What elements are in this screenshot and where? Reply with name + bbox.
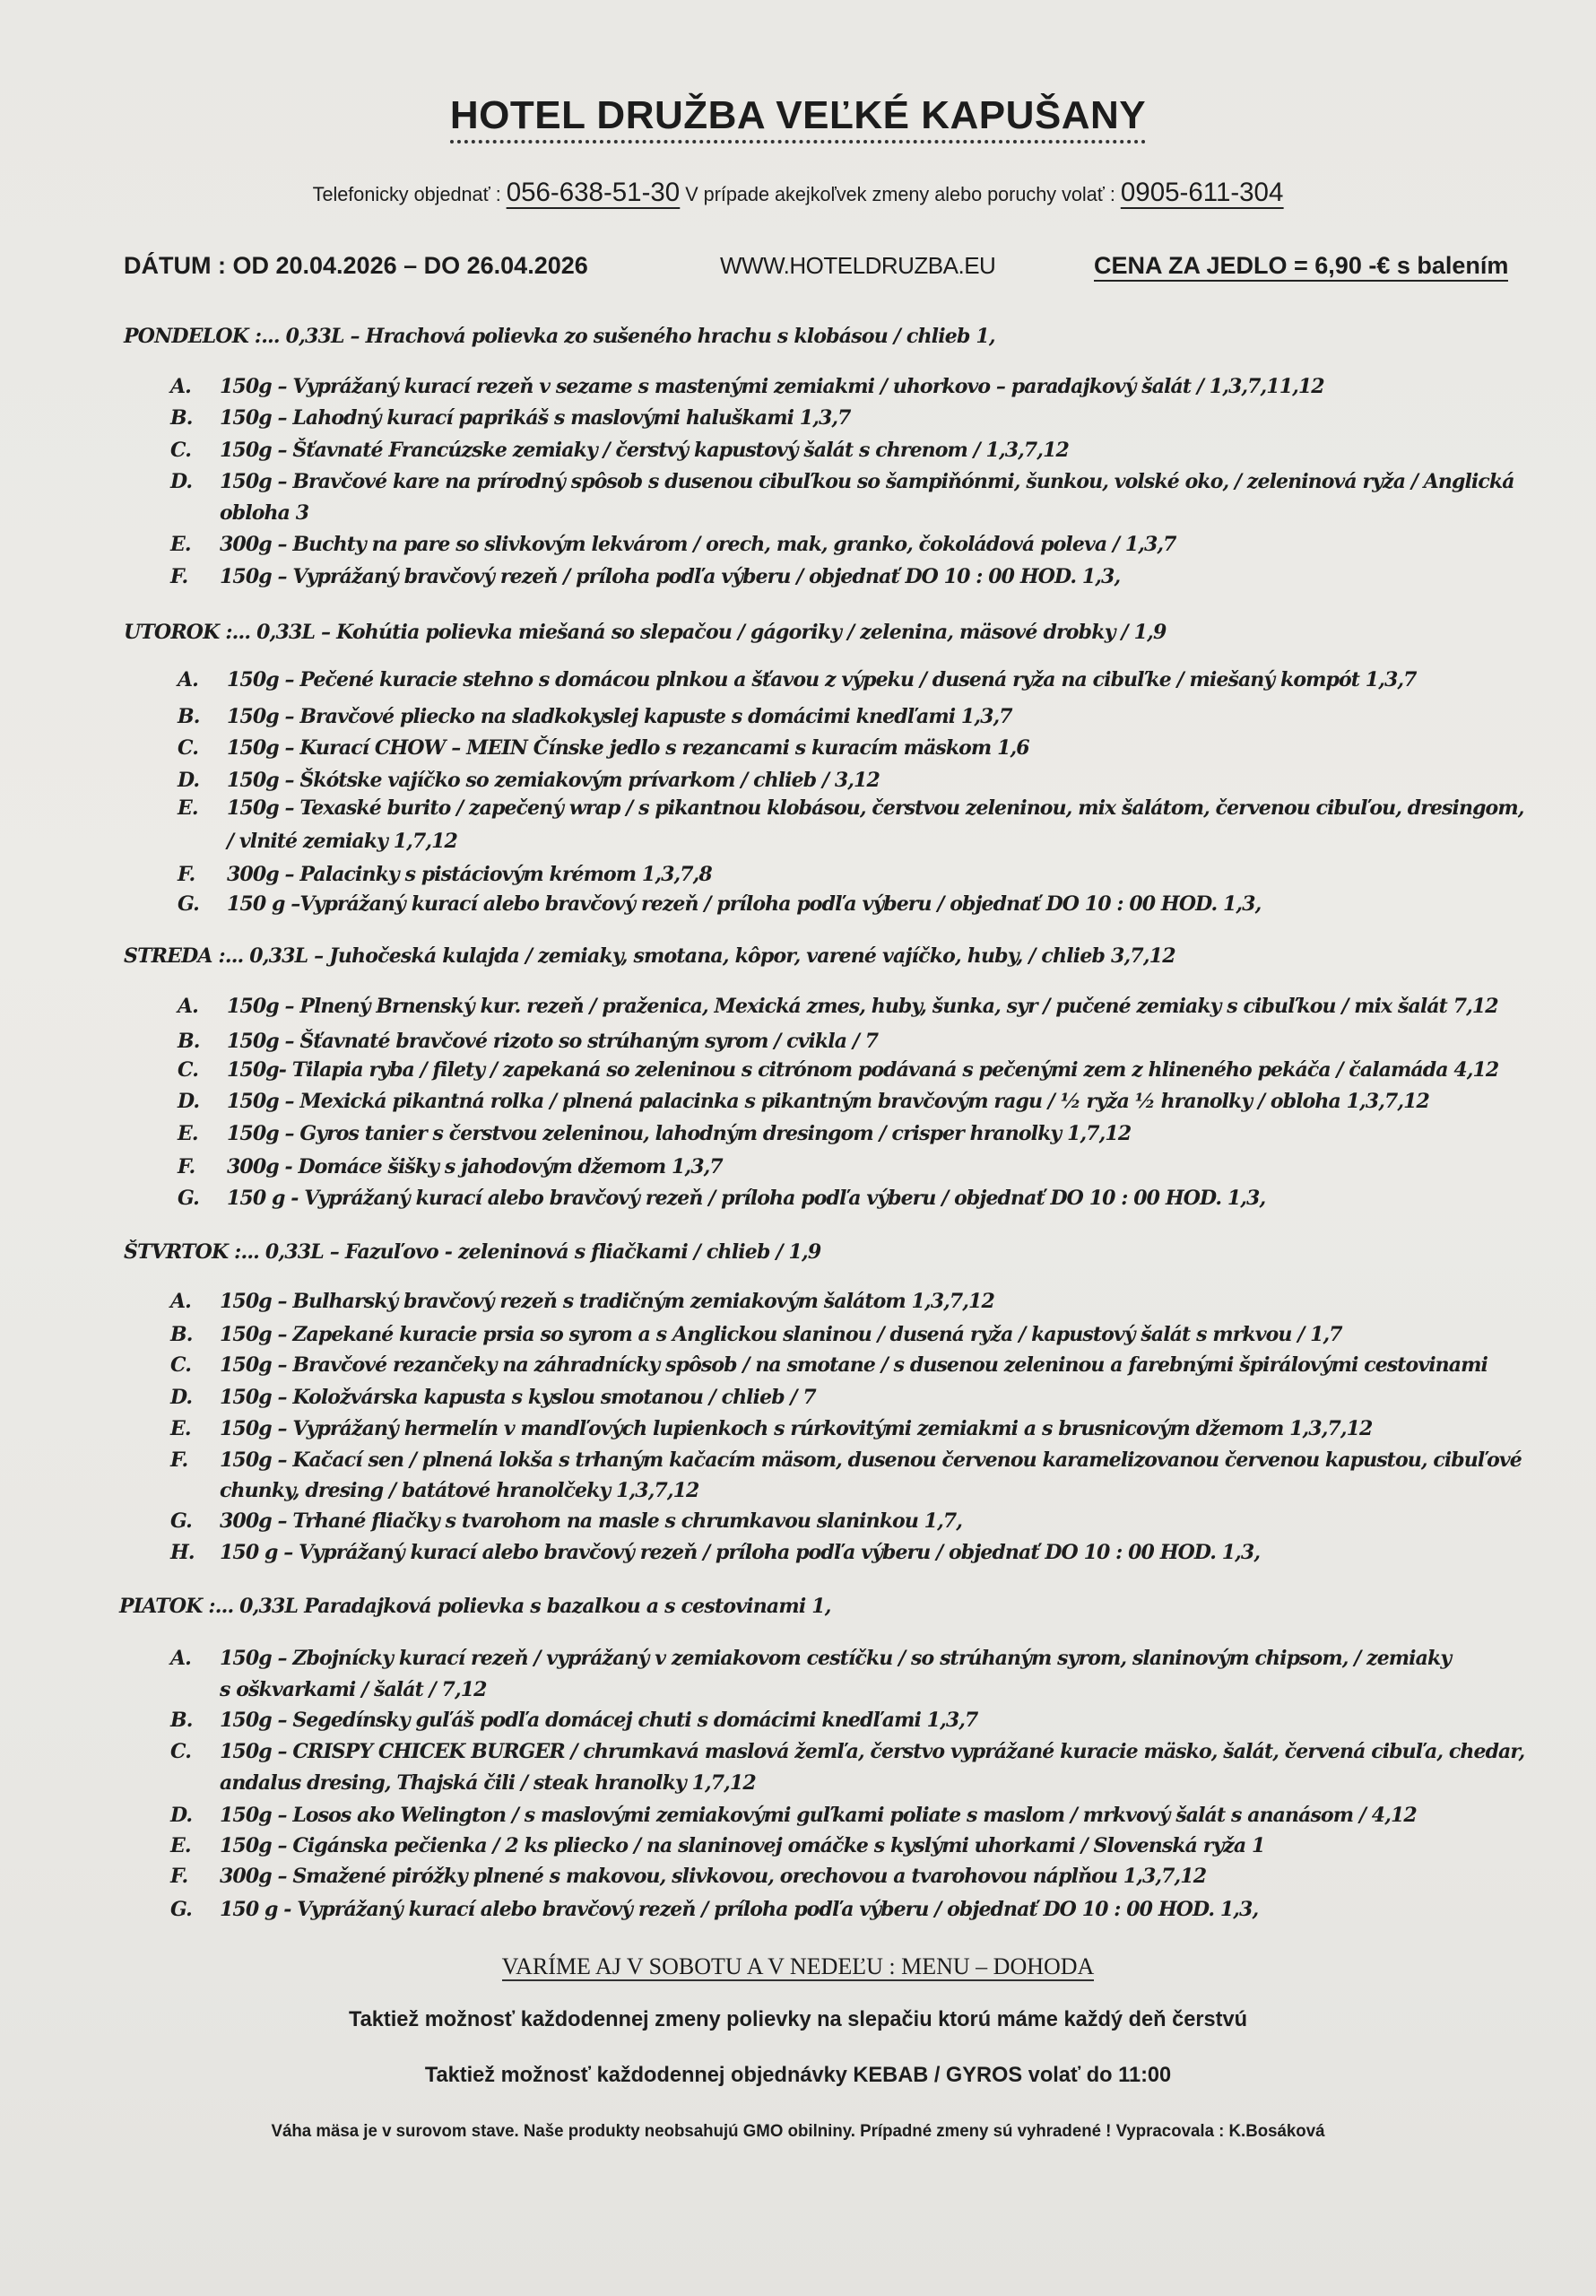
item-letter: D. bbox=[170, 1386, 193, 1409]
change-number: 0905-611-304 bbox=[1120, 178, 1284, 207]
item-text: 150g – Koložvárska kapusta s kyslou smotanou / chlieb / 7 bbox=[220, 1386, 816, 1409]
item-letter: C. bbox=[178, 736, 198, 760]
item-letter: B. bbox=[178, 705, 200, 728]
item-letter: G. bbox=[178, 1187, 199, 1210]
day-soup-monday: PONDELOK :... 0,33L – Hrachová polievka zo sušeného hrachu s klobásou / chlieb 1, bbox=[124, 325, 995, 348]
item-letter: G. bbox=[170, 1509, 192, 1533]
change-label: V prípade akejkoľvek zmeny alebo poruchy volať : bbox=[685, 183, 1115, 205]
item-text: 150g – Kačací sen / plnená lokša s trhaným kačacím mäsom, dusenou červenou karamelizovanou červenou kapustou, cibuľové bbox=[220, 1448, 1522, 1472]
item-letter: F. bbox=[170, 1865, 188, 1888]
item-text: 300g – Trhané fliačky s tvarohom na masle s chrumkavou slaninkou 1,7, bbox=[220, 1509, 963, 1533]
weekend-notice bbox=[0, 1953, 1596, 1980]
item-text: 150g – Bravčové kare na prírodný spôsob s dusenou cibuľkou so šampiňónmi, šunkou, volské oko, / zeleninová ryža / Anglická bbox=[220, 470, 1514, 493]
item-letter: G. bbox=[178, 892, 199, 916]
item-text: 300g – Palacinky s pistáciovým krémom 1,3,7,8 bbox=[227, 863, 712, 886]
item-letter: F. bbox=[170, 1448, 188, 1472]
item-letter: F. bbox=[178, 863, 195, 886]
item-letter: C. bbox=[170, 1740, 191, 1763]
item-text: 150g – Vyprážaný hermelín v mandľových lupienkoch s rúrkovitými zemiakmi a s brusnicovým džemom 1,3,7,12 bbox=[220, 1417, 1373, 1440]
item-text: 150 g - Vyprážaný kurací alebo bravčový rezeň / príloha podľa výberu / objednať DO 10 : 00 HOD. 1,3, bbox=[220, 1898, 1259, 1921]
item-text: 300g – Buchty na pare so slivkovým lekvárom / orech, mak, granko, čokoládová poleva / 1,3,7 bbox=[220, 533, 1176, 556]
item-text-continued: s oškvarkami / šalát / 7,12 bbox=[220, 1678, 487, 1701]
item-letter: H. bbox=[170, 1541, 195, 1564]
item-letter: C. bbox=[170, 439, 191, 462]
item-text: 150 g - Vyprážaný kurací alebo bravčový rezeň / príloha podľa výberu / objednať DO 10 : 00 HOD. 1,3, bbox=[227, 1187, 1266, 1210]
item-text: 150g – Plnený Brnenský kur. rezeň / praženica, Mexická zmes, huby, šunka, syr / pučené zemiaky s cibuľkou / mix šalát 7,12 bbox=[227, 995, 1498, 1018]
item-letter: D. bbox=[178, 769, 200, 792]
item-letter: A. bbox=[178, 668, 198, 691]
item-text-continued: / vlnité zemiaky 1,7,12 bbox=[227, 830, 457, 853]
item-letter: F. bbox=[170, 565, 188, 588]
soup-change-note: Taktiež možnosť každodennej zmeny polievky na slepačiu ktorú máme každý deň čerstvú bbox=[348, 2007, 1248, 2031]
item-letter: A. bbox=[170, 1290, 191, 1313]
item-text: 150g – Zbojnícky kurací rezeň / vyprážaný v zemiakovom cestíčku / so strúhaným syrom, slaninovým chipsom, / zemiaky bbox=[220, 1647, 1452, 1670]
item-letter: F. bbox=[178, 1155, 195, 1178]
item-text: 150g – Lahodný kurací paprikáš s maslovými haluškami 1,3,7 bbox=[220, 406, 851, 430]
item-text: 300g - Domáce šišky s jahodovým džemom 1,3,7 bbox=[227, 1155, 723, 1178]
item-letter: A. bbox=[178, 995, 198, 1018]
item-text: 150 g – Vyprážaný kurací alebo bravčový rezeň / príloha podľa výberu / objednať DO 10 : 00 HOD. 1,3, bbox=[220, 1541, 1261, 1564]
item-text: 150g – Texaské burito / zapečený wrap / s pikantnou klobásou, čerstvou zeleninou, mix šalátom, červenou cibuľou, dresingom, bbox=[227, 796, 1524, 820]
day-soup-wednesday: STREDA :... 0,33L – Juhočeská kulajda / zemiaky, smotana, kôpor, varené vajíčko, huby, / chlieb 3,7,12 bbox=[124, 944, 1175, 968]
item-letter: E. bbox=[170, 1834, 191, 1857]
item-text: 150g – Cigánska pečienka / 2 ks pliecko / na slaninovej omáčke s kyslými uhorkami / Slovenská ryža 1 bbox=[220, 1834, 1265, 1857]
day-soup-thursday: ŠTVRTOK :... 0,33L – Fazuľovo - zeleninová s fliačkami / chlieb / 1,9 bbox=[124, 1240, 821, 1264]
meal-price: CENA ZA JEDLO = 6,90 -€ s balením bbox=[1094, 252, 1508, 282]
item-text: 150 g –Vyprážaný kurací alebo bravčový rezeň / príloha podľa výberu / objednať DO 10 : 00 HOD. 1,3, bbox=[227, 892, 1262, 916]
hotel-title-text: HOTEL DRUŽBA VEĽKÉ KAPUŠANY bbox=[450, 93, 1146, 144]
date-range: DÁTUM : OD 20.04.2026 – DO 26.04.2026 bbox=[124, 252, 588, 279]
item-letter: G. bbox=[170, 1898, 192, 1921]
item-text-continued: andalus dresing, Thajská čili / steak hranolky 1,7,12 bbox=[220, 1771, 756, 1795]
item-letter: E. bbox=[170, 533, 191, 556]
item-text: 150g – Šťavnaté Francúzske zemiaky / čerstvý kapustový šalát s chrenom / 1,3,7,12 bbox=[220, 439, 1069, 462]
kebab-gyros-note: Taktiež možnosť každodennej objednávky KEBAB / GYROS volať do 11:00 bbox=[424, 2063, 1172, 2087]
item-text: 150g – Vyprážaný kurací rezeň v sezame s mastenými zemiakmi / uhorkovo – paradajkový šalát / 1,3,7,11,12 bbox=[220, 375, 1324, 398]
item-letter: E. bbox=[178, 1122, 198, 1145]
item-text: 150g – Škótske vajíčko so zemiakovým prívarkom / chlieb / 3,12 bbox=[227, 769, 880, 792]
day-soup-friday: PIATOK :... 0,33L Paradajková polievka s bazalkou a s cestovinami 1, bbox=[119, 1595, 831, 1618]
item-text: 150g – Mexická pikantná rolka / plnená palacinka s pikantným bravčovým ragu / ½ ryža ½ hranolky / obloha 1,3,7,12 bbox=[227, 1090, 1429, 1113]
item-letter: D. bbox=[170, 470, 193, 493]
item-letter: D. bbox=[178, 1090, 200, 1113]
item-letter: D. bbox=[170, 1804, 193, 1827]
item-text: 300g – Smažené piróžky plnené s makovou, slivkovou, orechovou a tvarohovou náplňou 1,3,7,12 bbox=[220, 1865, 1207, 1888]
phone-label: Telefonicky objednať : bbox=[312, 183, 501, 205]
item-letter: B. bbox=[178, 1030, 200, 1053]
item-letter: C. bbox=[170, 1353, 191, 1377]
item-text: 150g – Pečené kuracie stehno s domácou plnkou a šťavou z výpeku / dusená ryža na cibuľke / miešaný kompót 1,3,7 bbox=[227, 668, 1417, 691]
item-text-continued: chunky, dresing / batátové hranolčeky 1,3,7,12 bbox=[220, 1479, 699, 1502]
item-text: 150g – Zapekané kuracie prsia so syrom a s Anglickou slaninou / dusená ryža / kapustový šalát s mrkvou / 1,7 bbox=[220, 1323, 1342, 1346]
disclaimer: Váha mäsa je v surovom stave. Naše produkty neobsahujú GMO obilniny. Prípadné zmeny sú vyhradené ! Vypracovala : K.Bosáková bbox=[271, 2122, 1325, 2141]
item-letter: B. bbox=[170, 406, 193, 430]
item-text: 150g – Vyprážaný bravčový rezeň / príloha podľa výberu / objednať DO 10 : 00 HOD. 1,3, bbox=[220, 565, 1121, 588]
item-text: 150g – Bravčové pliecko na sladkokyslej kapuste s domácimi knedľami 1,3,7 bbox=[227, 705, 1012, 728]
item-text: 150g – Kurací CHOW – MEIN Čínske jedlo s rezancami s kuracím mäskom 1,6 bbox=[227, 736, 1029, 760]
weekend-notice-text: VARÍME AJ V SOBOTU A V NEDEĽU : MENU – DOHODA bbox=[501, 1953, 1095, 1979]
phone-number: 056-638-51-30 bbox=[506, 178, 681, 207]
day-soup-tuesday: UTOROK :... 0,33L – Kohútia polievka miešaná so slepačou / gágoriky / zelenina, mäsové drobky / 1,9 bbox=[124, 621, 1167, 644]
website: WWW.HOTELDRUZBA.EU bbox=[720, 252, 996, 279]
item-text-continued: obloha 3 bbox=[220, 501, 309, 525]
item-text: 150g – CRISPY CHICEK BURGER / chrumkavá maslová žemľa, čerstvo vyprážané kuracie mäsko, šalát, červená cibuľa, chedar, bbox=[220, 1740, 1525, 1763]
item-letter: E. bbox=[170, 1417, 191, 1440]
item-text: 150g – Segedínsky guľáš podľa domácej chuti s domácimi knedľami 1,3,7 bbox=[220, 1709, 978, 1732]
item-text: 150g – Gyros tanier s čerstvou zeleninou, lahodným dresingom / crisper hranolky 1,7,12 bbox=[227, 1122, 1132, 1145]
item-letter: B. bbox=[170, 1709, 193, 1732]
item-letter: A. bbox=[170, 1647, 191, 1670]
item-letter: E. bbox=[178, 796, 198, 820]
date-line bbox=[124, 252, 1558, 280]
item-text: 150g – Losos ako Welington / s maslovými zemiakovými guľkami poliate s maslom / mrkvový šalát s ananásom / 4,12 bbox=[220, 1804, 1417, 1827]
item-letter: B. bbox=[170, 1323, 193, 1346]
item-letter: A. bbox=[170, 375, 191, 398]
item-text: 150g- Tilapia ryba / filety / zapekaná so zeleninou s citrónom podávaná s pečenými zem z hlineného pekáča / čalamáda 4,12 bbox=[227, 1058, 1499, 1082]
item-text: 150g – Šťavnaté bravčové rizoto so strúhaným syrom / cvikla / 7 bbox=[227, 1030, 879, 1053]
hotel-title bbox=[0, 93, 1596, 138]
item-letter: C. bbox=[178, 1058, 198, 1082]
item-text: 150g – Bulharský bravčový rezeň s tradičným zemiakovým šalátom 1,3,7,12 bbox=[220, 1290, 994, 1313]
phone-line bbox=[13, 178, 1583, 208]
item-text: 150g – Bravčové rezančeky na záhradnícky spôsob / na smotane / s dusenou zeleninou a farebnými špirálovými cestovinami bbox=[220, 1353, 1488, 1377]
